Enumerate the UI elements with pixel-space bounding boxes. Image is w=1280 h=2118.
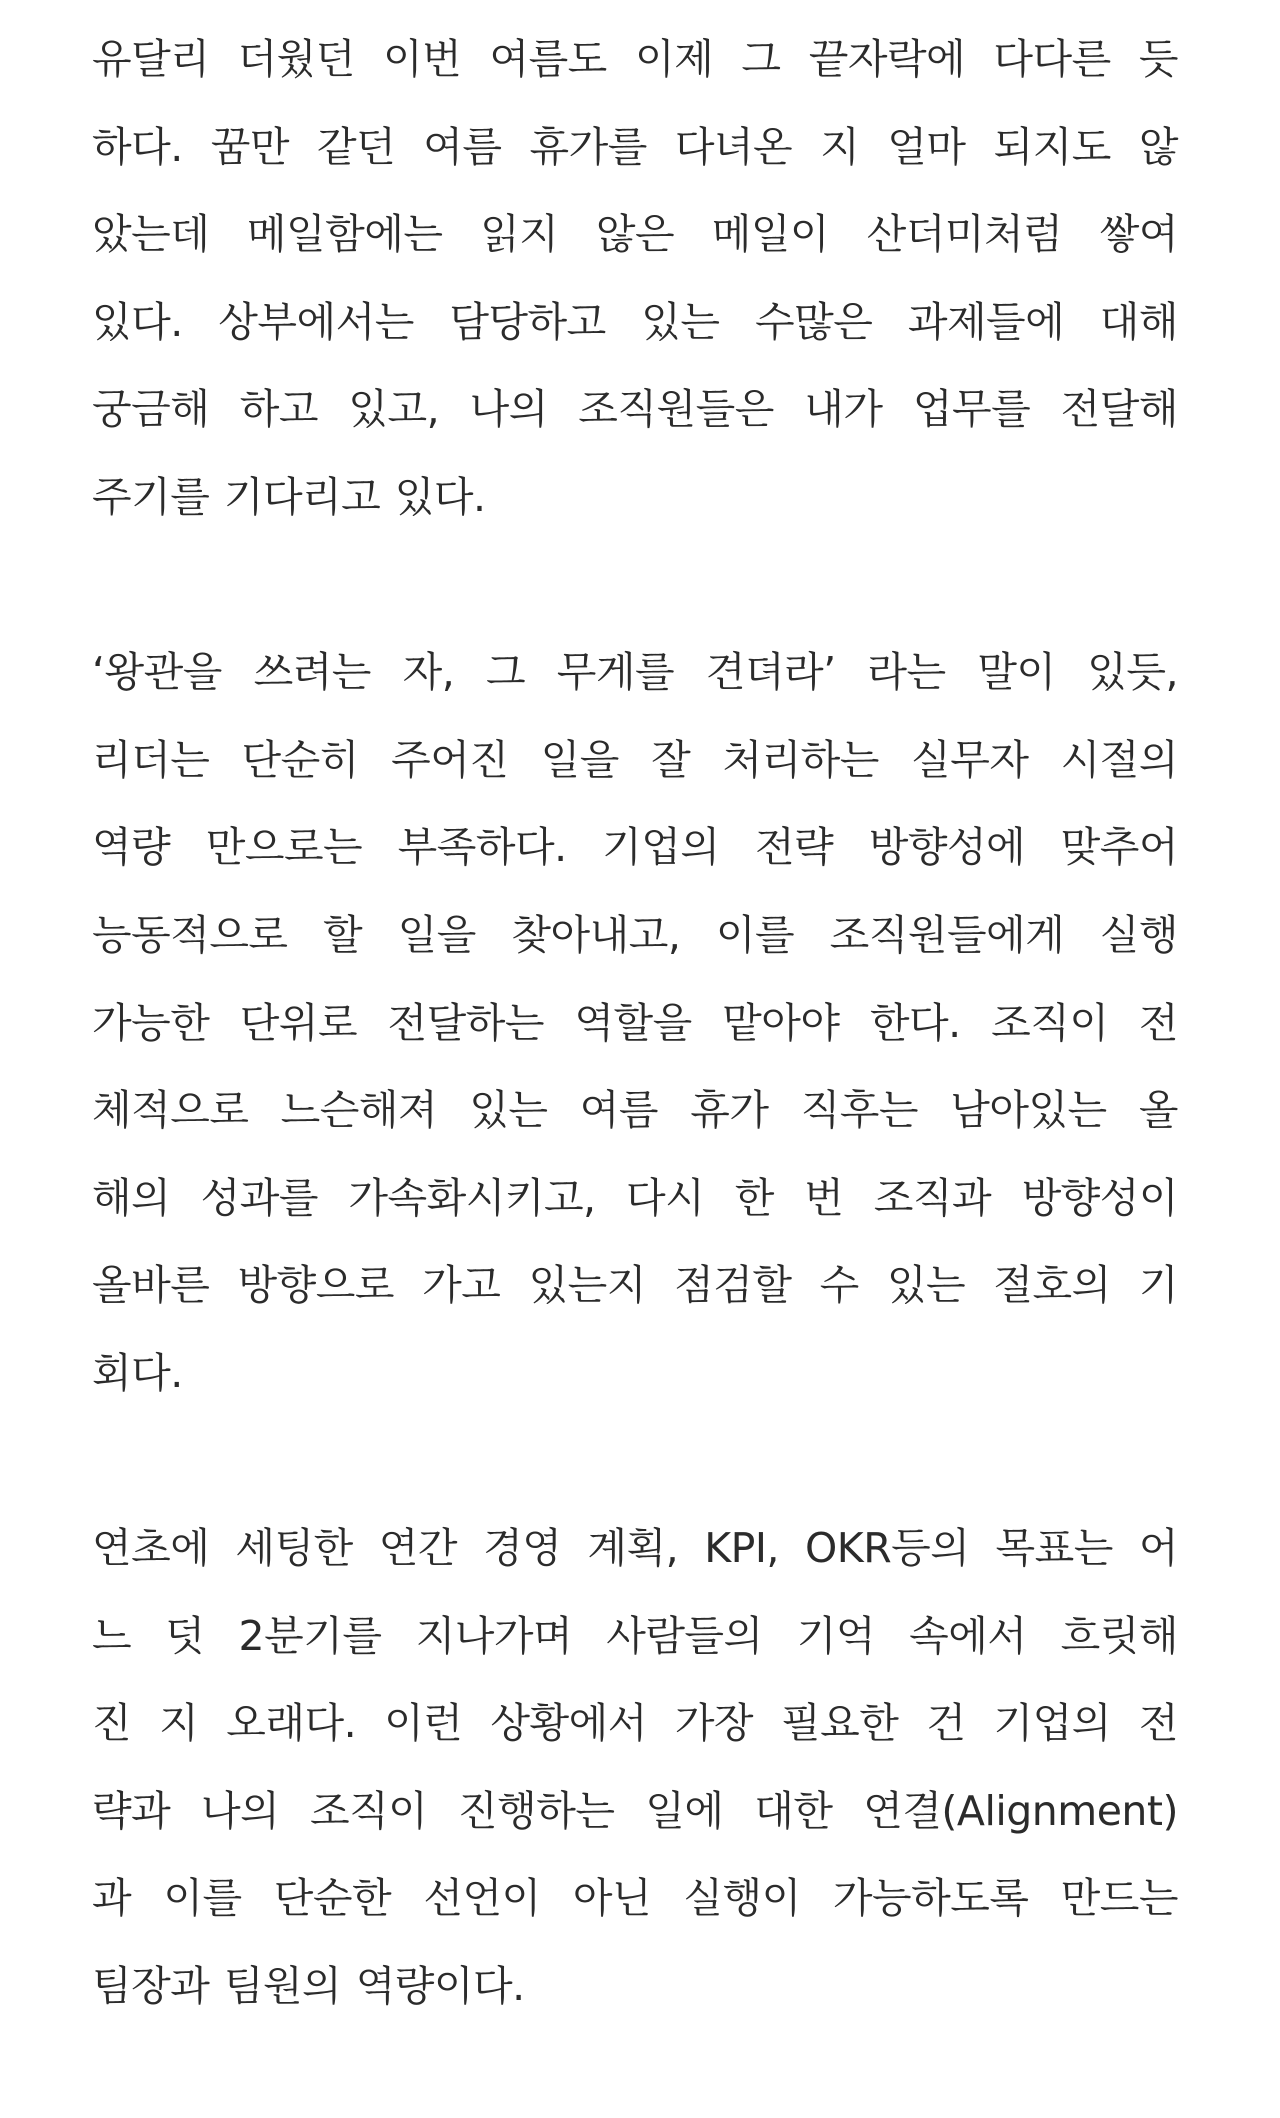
paragraph-2: [92, 629, 1178, 1417]
paragraph-line: 느 덧 2분기를 지나가며 사람들의 기억 속에서 흐릿해: [92, 1611, 1178, 1660]
paragraph-line: 있다. 상부에서는 담당하고 있는 수많은 과제들에 대해: [92, 297, 1178, 346]
paragraph-line: 략과 나의 조직이 진행하는 일에 대한 연결(Alignment): [92, 1786, 1178, 1835]
paragraph-line: 리더는 단순히 주어진 일을 잘 처리하는 실무자 시절의: [92, 735, 1178, 784]
paragraph-line: 팀장과 팀원의 역량이다.: [92, 1962, 525, 2011]
paragraph-line: 올바른 방향으로 가고 있는지 점검할 수 있는 절호의 기: [92, 1261, 1178, 1310]
paragraph-line: 능동적으로 할 일을 찾아내고, 이를 조직원들에게 실행: [92, 910, 1178, 959]
article-body: [92, 16, 1178, 2118]
paragraph-line: 연초에 세팅한 연간 경영 계획, KPI, OKR등의 목표는 어: [92, 1524, 1178, 1573]
paragraph-line: 유달리 더웠던 이번 여름도 이제 그 끝자락에 다다른 듯: [92, 35, 1178, 83]
paragraph-1: [92, 16, 1178, 542]
paragraph-line: 회다.: [92, 1348, 183, 1397]
paragraph-line: 았는데 메일함에는 읽지 않은 메일이 산더미처럼 쌓여: [92, 210, 1178, 259]
paragraph-3: [92, 1505, 1178, 2031]
paragraph-line: 진 지 오래다. 이런 상황에서 가장 필요한 건 기업의 전: [92, 1699, 1178, 1748]
paragraph-line: 가능한 단위로 전달하는 역할을 맡아야 한다. 조직이 전: [92, 998, 1178, 1047]
paragraph-line: ‘왕관을 쓰려는 자, 그 무게를 견뎌라’ 라는 말이 있듯,: [92, 648, 1178, 697]
paragraph-line: 궁금해 하고 있고, 나의 조직원들은 내가 업무를 전달해: [92, 385, 1178, 434]
paragraph-line: 주기를 기다리고 있다.: [92, 472, 486, 521]
paragraph-line: 하다. 꿈만 같던 여름 휴가를 다녀온 지 얼마 되지도 않: [92, 122, 1178, 171]
paragraph-line: 과 이를 단순한 선언이 아닌 실행이 가능하도록 만드는: [92, 1874, 1178, 1923]
paragraph-line: 체적으로 느슨해져 있는 여름 휴가 직후는 남아있는 올: [92, 1086, 1178, 1135]
paragraph-line: 해의 성과를 가속화시키고, 다시 한 번 조직과 방향성이: [92, 1173, 1178, 1222]
paragraph-line: 역량 만으로는 부족하다. 기업의 전략 방향성에 맞추어: [92, 823, 1178, 872]
